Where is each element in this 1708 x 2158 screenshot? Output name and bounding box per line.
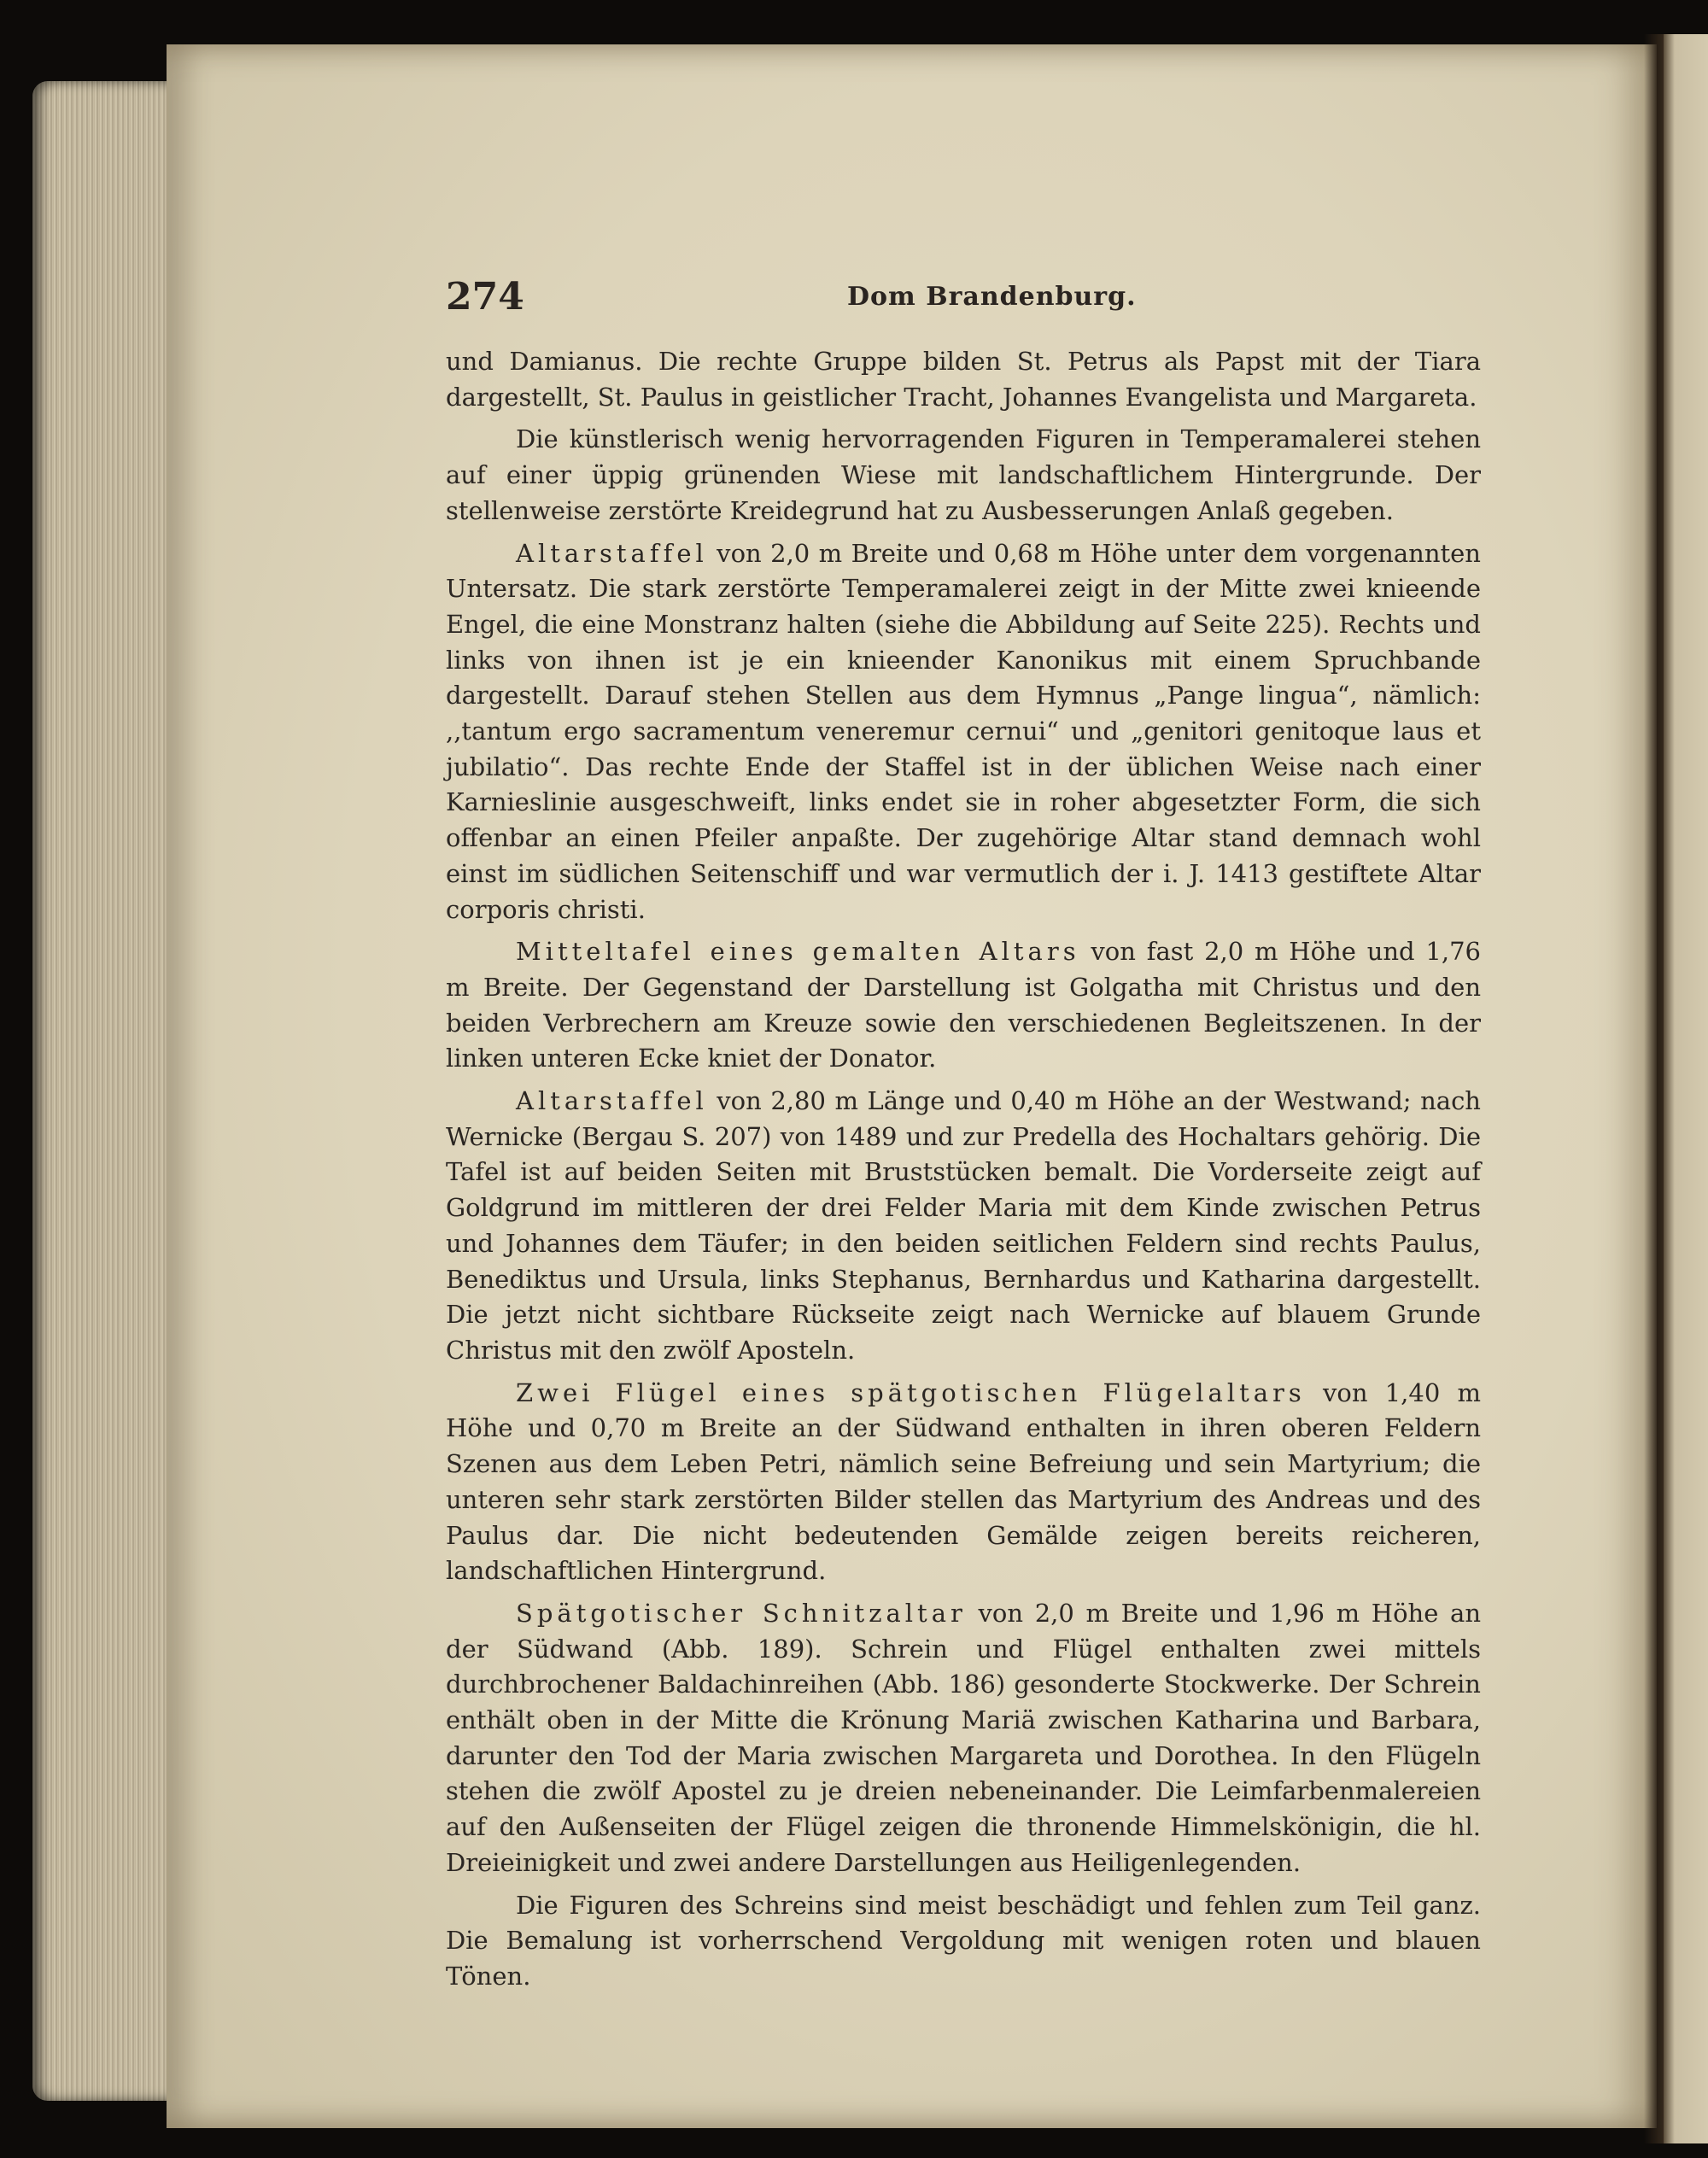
- paragraph-lead: Spätgotischer Schnitzaltar: [516, 1598, 967, 1628]
- paragraph-text: und Damianus. Die rechte Gruppe bilden St. Petrus als Papst mit der Tiara dargestellt, St. Paulus in geistlicher Tracht, Johannes Evangelista und Margareta.: [446, 347, 1481, 412]
- paragraph-text: von 2,0 m Breite und 0,68 m Höhe unter dem vorgenannten Untersatz. Die stark zerstörte Temperamalerei zeigt in der Mitte zwei knieende Engel, die eine Monstranz halten (siehe die Abbildung auf Seite 225). Rechts und links von ihnen ist je ein knieender Kanonikus mit einem Spruchbande dargestellt. Darauf stehen Stellen aus dem Hymnus „Pange lingua“, nämlich: ,,tantum ergo sacramentum veneremur cernui“ und „genitori genitoque laus et jubilatio“. Das rechte Ende der Staffel ist in der üblichen Weise nach einer Karnieslinie ausgeschweift, links endet sie in roher abgesetzter Form, die sich offenbar an einen Pfeiler anpaßte. Der zugehörige Altar stand demnach wohl einst im südlichen Seitenschiff und war vermutlich der i. J. 1413 gestiftete Altar corporis christi.: [446, 538, 1481, 924]
- paragraph: [446, 422, 1481, 529]
- body-text: [446, 344, 1481, 2002]
- paragraph: [446, 1888, 1481, 1995]
- paragraph: [446, 934, 1481, 1077]
- paragraph-text: von 1,40 m Höhe und 0,70 m Breite an der Südwand enthalten in ihren oberen Feldern Szenen aus dem Leben Petri, nämlich seine Befreiung und sein Martyrium; die unteren sehr stark zerstörten Bilder stellen das Martyrium des Andreas und des Paulus dar. Die nicht bedeutenden Gemälde zeigen bereits reicheren, landschaftlichen Hintergrund.: [446, 1377, 1482, 1586]
- paragraph-text: von 2,80 m Länge und 0,40 m Höhe an der Westwand; nach Wernicke (Bergau S. 207) von 1489 und zur Predella des Hochaltars gehörig. Die Tafel ist auf beiden Seiten mit Bruststücken bemalt. Die Vorderseite zeigt auf Goldgrund im mittleren der drei Felder Maria mit dem Kinde zwischen Petrus und Johannes dem Täufer; in den beiden seitlichen Feldern sind rechts Paulus, Benediktus und Ursula, links Stephanus, Bernhardus und Katharina dargestellt. Die jetzt nicht sichtbare Rückseite zeigt nach Wernicke auf blauem Grunde Christus mit den zwölf Aposteln.: [446, 1086, 1481, 1365]
- paragraph-text: von 2,0 m Breite und 1,96 m Höhe an der Südwand (Abb. 189). Schrein und Flügel enthalten zwei mittels durchbrochener Baldachinreihen (Abb. 186) gesonderte Stockwerke. Der Schrein enthält oben in der Mitte die Krönung Mariä zwischen Katharina und Barbara, darunter den Tod der Maria zwischen Margareta und Dorothea. In den Flügeln stehen die zwölf Apostel zu je dreien nebeneinander. Die Leimfarbenmalereien auf den Außenseiten der Flügel zeigen die thronende Himmelskönigin, die hl. Dreieinigkeit und zwei andere Darstellungen aus Heiligenlegenden.: [446, 1598, 1481, 1877]
- paragraph-text: Die künstlerisch wenig hervorragenden Figuren in Temperamalerei stehen auf einer üppig grünenden Wiese mit landschaftlichem Hintergrunde. Der stellenweise zerstörte Kreidegrund hat zu Ausbesserungen Anlaß gegeben.: [446, 424, 1481, 525]
- book-page-edges: [32, 81, 186, 2101]
- paragraph-lead: Mitteltafel eines gemalten Altars: [516, 937, 1080, 967]
- next-page-edge: [1664, 34, 1708, 2143]
- running-title: Dom Brandenburg.: [847, 282, 1137, 312]
- paragraph: [446, 344, 1481, 415]
- paragraph-lead: Zwei Flügel eines spätgotischen Flügelaltars: [516, 1377, 1306, 1407]
- paragraph-lead: Altarstaffel: [516, 538, 708, 568]
- paragraph: [446, 1596, 1481, 1881]
- paragraph-lead: Altarstaffel: [516, 1086, 708, 1116]
- page-header: [446, 275, 1481, 326]
- paragraph-text: von fast 2,0 m Höhe und 1,76 m Breite. Der Gegenstand der Darstellung ist Golgatha mit Christus und den beiden Verbrechern am Kreuze sowie den verschiedenen Begleitszenen. In der linken unteren Ecke kniet der Donator.: [446, 937, 1481, 1073]
- paragraph: [446, 536, 1481, 928]
- page-number: 274: [446, 275, 524, 319]
- paragraph: [446, 1376, 1481, 1589]
- paragraph-text: Die Figuren des Schreins sind meist beschädigt und fehlen zum Teil ganz. Die Bemalung ist vorherrschend Vergoldung mit wenigen roten und blauen Tönen.: [446, 1890, 1481, 1991]
- paragraph: [446, 1084, 1481, 1369]
